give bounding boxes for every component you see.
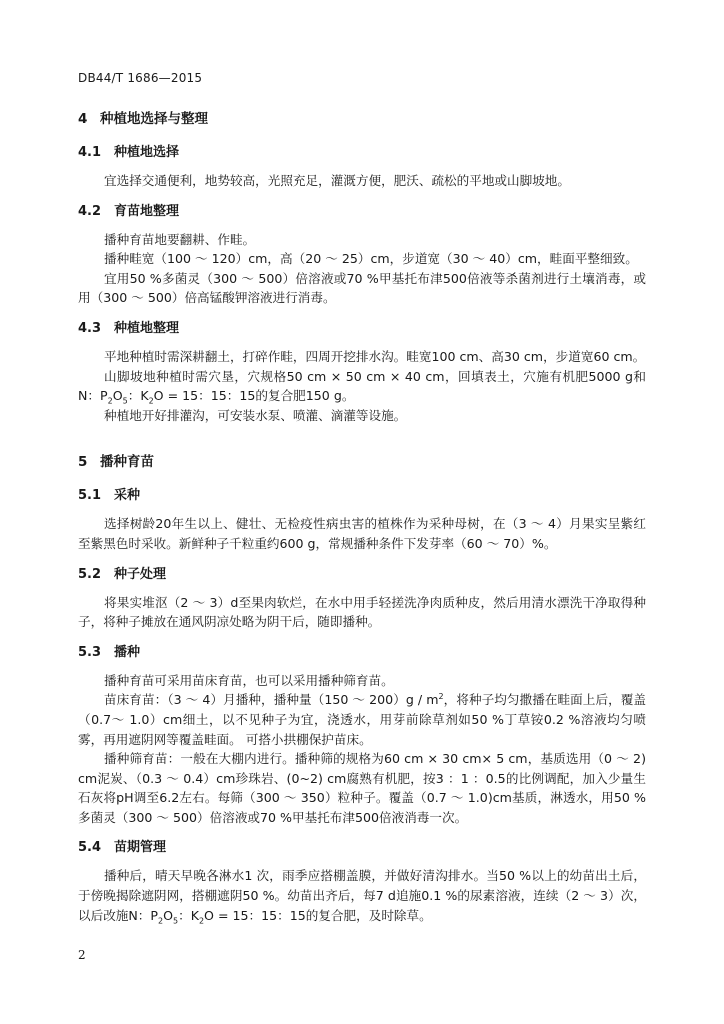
paragraph: 将果实堆沤（2 ～ 3）d至果肉软烂，在水中用手轻搓洗净肉质种皮，然后用清水漂洗干净取得种子，将种子摊放在通风阴凉处略为阴干后，随即播种。: [78, 594, 646, 630]
document-code: DB44/T 1686—2015: [78, 71, 203, 85]
section-title: 播种: [114, 644, 141, 660]
section-title: 育苗地整理: [114, 203, 180, 219]
paragraph: 山脚坡地种植时需穴垦，穴规格50 cm × 50 cm × 40 cm，回填表土，穴施有机肥5000 g和N：$P_2O_5$：$K_2O = 15$：15：15的复合肥150 g。: [78, 368, 646, 406]
section-number: 4.1: [78, 145, 102, 160]
paragraph: 种植地开好排灌沟，可安装水泵、喷灌、滴灌等设施。: [104, 407, 407, 423]
section-title: 种植地选择与整理: [100, 111, 208, 127]
section-title: 种植地整理: [114, 320, 180, 336]
section-5-4-heading: [78, 839, 646, 857]
paragraph: 宜选择交通便利，地势较高，光照充足，灌溉方便，肥沃、疏松的平地或山脚坡地。: [104, 173, 570, 188]
section-number: 5.3: [78, 644, 102, 660]
section-title: 种子处理: [114, 566, 167, 582]
document-body: [78, 104, 646, 925]
section-number: 4.2: [78, 203, 102, 219]
paragraph: 平地种植时需深耕翻土，打碎作畦，四周开挖排水沟。畦宽100 cm、高30 cm，步道宽60 cm。: [104, 348, 646, 364]
section-title: 采种: [114, 488, 141, 504]
section-5-3-heading: [78, 644, 646, 662]
paragraph: 播种筛育苗：一般在大棚内进行。播种筛的规格为60 cm × 30 cm× 5 cm，基质选用（0 ～ 2) cm泥炭、（0.3 ～ 0.4）cm珍珠岩、(0~2) cm腐熟有机肥，按3 ：1 ：0.5的比例调配，加入少量生石灰将pH调至6.2左右。每筛（300 ～ 350）粒种子。覆盖（0.7 ～ 1.0)cm基质，淋透水，用50 %多菌灵（300 ～ 500）倍溶液或70 %甲基托布津500倍液消毒一次。: [78, 751, 646, 825]
paragraph: 播种后，晴天早晚各淋水1 次，雨季应搭棚盖膜，并做好清沟排水。当50 %以上的幼苗出土后，于傍晚揭除遮阴网，搭棚遮阴50 %。幼苗出齐后，每7 d追施0.1 %的尿素溶液，连续（2 ～ 3）次，以后改施N：$P_2O_5$：$K_2O = 15$：15：15的复合肥，及时除草。: [78, 868, 646, 926]
paragraph: 播种育苗地要翻耕、作畦。: [104, 231, 256, 247]
section-4-3-heading: [78, 320, 646, 338]
section-4-1-heading: [78, 144, 646, 162]
page-number: 2: [78, 948, 86, 962]
section-number: 5.2: [78, 566, 102, 582]
section-number: 5.4: [78, 840, 102, 856]
section-number: 4.3: [78, 320, 102, 336]
section-5-1-heading: [78, 487, 646, 505]
section-title: 播种育苗: [100, 454, 154, 471]
section-title: 苗期管理: [114, 840, 167, 856]
section-number: 5: [78, 454, 88, 471]
section-number: 5.1: [78, 488, 102, 504]
section-number: 4: [78, 111, 88, 127]
paragraph: 选择树龄20年生以上、健壮、无检疫性病虫害的植株作为采种母树，在（3 ～ 4）月果实呈紫红至紫黑色时采收。新鲜种子千粒重约600 g，常规播种条件下发芽率（60 ～ 70）%。: [78, 516, 646, 551]
section-title: 种植地选择: [114, 145, 180, 160]
section-5-2-heading: [78, 566, 646, 584]
section-5-heading: [78, 452, 646, 472]
paragraph: 播种育苗可采用苗床育苗，也可以采用播种筛育苗。: [104, 672, 394, 688]
section-4-heading: [78, 109, 646, 129]
section-4-2-heading: [78, 203, 646, 221]
paragraph: 宜用50 %多菌灵（300 ～ 500）倍溶液或70 %甲基托布津500倍液等杀菌剂进行土壤消毒，或用（300 ～ 500）倍高锰酸钾溶液进行消毒。: [78, 270, 646, 306]
paragraph: 苗床育苗：（3 ～ 4）月播种，播种量（150 ～ $200)g / m^2$，将种子均匀撒播在畦面上后，覆盖（0.7～ 1.0）cm细土，以不见种子为宜，浇透水，用芽前除草剂如50 %丁草铵0.2 %溶液均匀喷雾，再用遮阴网等覆盖畦面。 可搭小拱棚保护苗床。: [78, 692, 647, 747]
paragraph: 播种畦宽（100 ～ 120）cm，高（20 ～ 25）cm，步道宽（30 ～ 40）cm，畦面平整细致。: [104, 251, 638, 267]
